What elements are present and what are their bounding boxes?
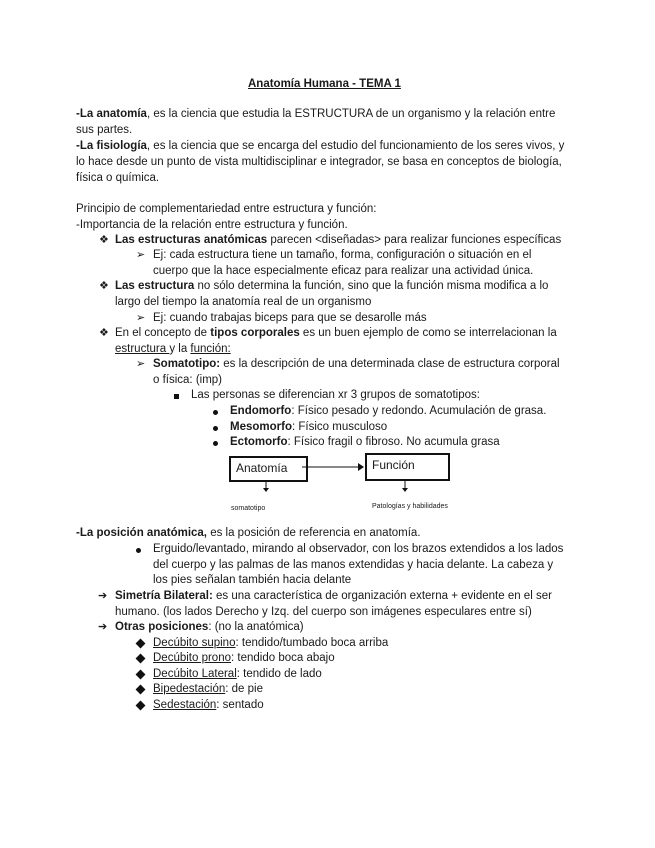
diamond-bullet-icon (136, 701, 146, 711)
somatotipo-line-2: o física: (imp) (153, 374, 223, 386)
diamond-bullet-icon (136, 654, 146, 664)
position-item (153, 651, 335, 666)
position-name: Bipedestación (153, 683, 226, 695)
posicion-text: es la posición de referencia en anatomía. (207, 527, 421, 539)
position-item (153, 682, 263, 697)
estructura-word: estructura (115, 343, 170, 355)
diagram-connector (300, 460, 366, 474)
arrow-bullet-icon: ➔ (98, 590, 108, 602)
otras-bold: Otras posiciones (115, 621, 209, 633)
dot-bullet-icon (213, 441, 218, 446)
dot-bullet-icon (136, 548, 141, 553)
estructuras-text: parecen <diseñadas> para realizar funciones específicas (267, 234, 562, 246)
position-desc: : tendido de lado (236, 668, 322, 680)
simetria-line-2: humano. (los lados Derecho y Izq. del cuerpo son imágenes especulares entre sí) (115, 606, 532, 618)
right-down-arrow-icon (401, 481, 409, 493)
endomorfo-bold: Endomorfo (230, 405, 292, 417)
square-bullet-icon (174, 394, 179, 399)
tipos-line-2 (115, 342, 231, 357)
diamond-x-bullet-icon: ❖ (99, 234, 109, 246)
diamond-bullet-icon (136, 685, 146, 695)
posicion-b1: Erguido/levantado, mirando al observador, con los brazos extendidos a los lados (153, 543, 564, 555)
fisiologia-line-2: lo hace desde un punto de vista multidisciplinar e integrador, se basa en conceptos de biología, (76, 156, 562, 168)
diamond-x-bullet-icon: ❖ (99, 327, 109, 339)
dot-bullet-icon (213, 426, 218, 431)
endomorfo-text: : Físico pesado y redondo. Acumulación de grasa. (291, 405, 547, 417)
position-name: Decúbito Lateral (153, 668, 237, 680)
position-item (153, 698, 264, 713)
arrow-bullet-icon: ➔ (98, 621, 108, 633)
posicion-bold: -La posición anatómica, (76, 527, 207, 539)
position-item (153, 667, 322, 682)
position-name: Decúbito supino (153, 637, 236, 649)
tipos-post: es un buen ejemplo de como se interrelacionan la (299, 327, 557, 339)
tipos-bold: tipos corporales (210, 327, 300, 339)
tipos-pre: En el concepto de (115, 327, 211, 339)
patologias-caption: Patologías y habilidades (372, 503, 448, 510)
left-down-arrow-icon (262, 481, 270, 493)
diamond-bullet-icon (136, 670, 146, 680)
arrowhead-bullet-icon: ➢ (136, 249, 146, 261)
y-word: y la (169, 343, 191, 355)
estructuras-bold: Las estructuras anatómicas (115, 234, 268, 246)
otras-line (115, 620, 304, 635)
estructuras-line (115, 233, 561, 248)
page-title: Anatomía Humana - TEMA 1 (248, 78, 401, 90)
mesomorfo-bold: Mesomorfo (230, 421, 292, 433)
somatotipo-text: es la descripción de una determinada clase de estructura corporal (220, 358, 560, 370)
principio-line-2: -Importancia de la relación entre estructura y función. (76, 219, 348, 231)
somatotipo-caption: somatotipo (231, 505, 266, 512)
arrowhead-bullet-icon: ➢ (136, 312, 146, 324)
diamond-x-bullet-icon: ❖ (99, 280, 109, 292)
fisiologia-line-3: física o química. (76, 172, 160, 184)
estructura-sub-1: Ej: cuando trabajas biceps para que se desarolle más (153, 312, 427, 324)
fisiologia-line-1 (76, 139, 564, 154)
posicion-b2: del cuerpo y las palmas de las manos extendidas y hacia delante. La cabeza y (153, 559, 554, 571)
position-desc: : tendido/tumbado boca arriba (235, 637, 389, 649)
simetria-line (115, 589, 552, 604)
somatotipo-line (153, 357, 560, 372)
anatomia-line-2: sus partes. (76, 124, 133, 136)
estructura-line (115, 279, 548, 294)
fisiologia-term: -La fisiología (76, 140, 147, 152)
dot-bullet-icon (213, 410, 218, 415)
position-item (153, 636, 388, 651)
anatomia-term: -La anatomía (76, 108, 147, 120)
ectomorfo-line (230, 435, 500, 450)
posicion-line (76, 526, 421, 541)
estructura-line-2: largo del tiempo la anatomía real de un organismo (115, 296, 372, 308)
estructuras-sub-1: Ej: cada estructura tiene un tamaño, forma, configuración o situación en el (153, 249, 532, 261)
simetria-bold: Simetría Bilateral: (115, 590, 213, 602)
mesomorfo-line (230, 420, 387, 435)
position-desc: : de pie (225, 683, 263, 695)
simetria-text: es una característica de organización externa + evidente en el ser (212, 590, 552, 602)
tipos-line (115, 326, 557, 341)
position-name: Sedestación (153, 699, 217, 711)
anatomia-text: , es la ciencia que estudia la ESTRUCTURA de un organismo y la relación entre (146, 108, 556, 120)
anatomia-line-1 (76, 107, 555, 122)
ectomorfo-text: : Físico fragil o fibroso. No acumula grasa (287, 436, 500, 448)
mesomorfo-text: : Físico musculoso (291, 421, 388, 433)
ectomorfo-bold: Ectomorfo (230, 436, 288, 448)
funcion-word: función: (190, 343, 231, 355)
grupos-line: Las personas se diferencian xr 3 grupos de somatotipos: (191, 389, 480, 401)
endomorfo-line (230, 404, 546, 419)
position-name: Decúbito prono (153, 652, 231, 664)
funcion-box: Función (365, 453, 450, 481)
anatomia-box: Anatomía (229, 456, 308, 482)
arrowhead-bullet-icon: ➢ (136, 358, 146, 370)
somatotipo-bold: Somatotipo: (153, 358, 221, 370)
otras-text: : (no la anatómica) (208, 621, 304, 633)
position-desc: : tendido boca abajo (231, 652, 335, 664)
fisiologia-text: , es la ciencia que se encarga del estudio del funcionamiento de los seres vivos, y (146, 140, 565, 152)
diamond-bullet-icon (136, 639, 146, 649)
posicion-b3: los pies señalan también hacia delante (153, 574, 352, 586)
estructura-bold: Las estructura (115, 280, 195, 292)
estructura-text: no sólo determina la función, sino que la función misma modifica a lo (194, 280, 549, 292)
position-desc: : sentado (216, 699, 264, 711)
principio-line-1: Principio de complementariedad entre estructura y función: (76, 203, 377, 215)
estructuras-sub-2: cuerpo que la hace especialmente eficaz para realizar una actividad única. (153, 265, 534, 277)
